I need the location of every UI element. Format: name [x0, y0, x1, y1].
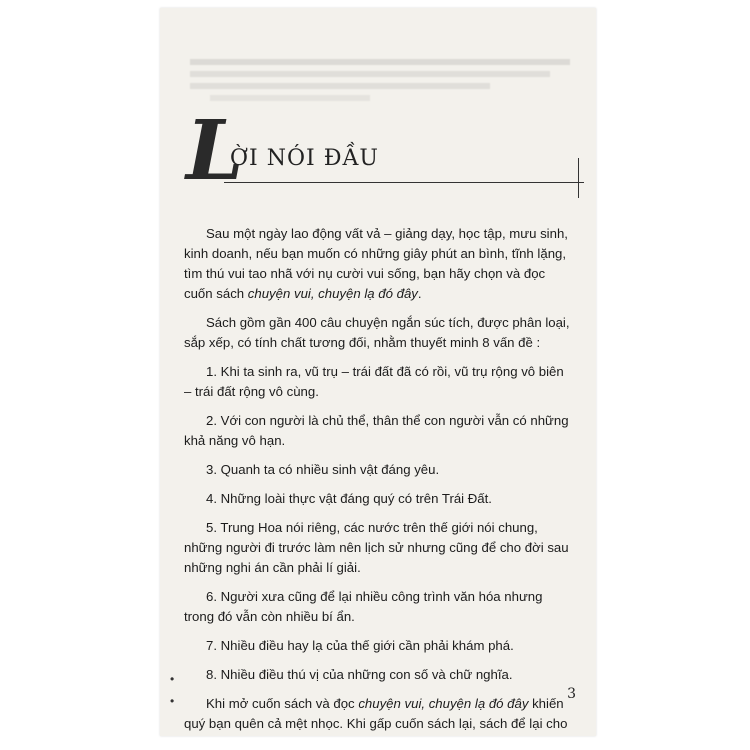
- list-item: 1. Khi ta sinh ra, vũ trụ – trái đất đã có rồi, vũ trụ rộng vô biên – trái đất rộng vô cùng.: [184, 364, 564, 399]
- show-through-text: [190, 38, 590, 101]
- list-item: 3. Quanh ta có nhiều sinh vật đáng yêu.: [206, 462, 440, 477]
- heading-rule-end: [578, 158, 579, 198]
- intro-paragraph-1: Sau một ngày lao động vất vả – giảng dạy, học tập, mưu sinh, kinh doanh, nếu bạn muốn có những giây phút an bình, tĩnh lặng, tìm thú vui tao nhã với nụ cười vui sống, bạn hãy chọn và đọc cuốn sách chuyện vui, chuyện lạ đó đây.: [184, 226, 568, 301]
- heading-title: ỜI NÓI ĐẦU: [230, 146, 379, 171]
- intro-paragraph-2: Sách gồm gần 400 câu chuyện ngắn súc tích, được phân loại, sắp xếp, có tính chất tương đối, nhằm thuyết minh 8 vấn đề :: [184, 315, 570, 350]
- margin-dots: • •: [170, 672, 175, 708]
- list-item: 8. Nhiều điều thú vị của những con số và chữ nghĩa.: [206, 667, 513, 682]
- list-item: 5. Trung Hoa nói riêng, các nước trên thế giới nói chung, những người đi trước làm nên lịch sử nhưng cũng để cho đời sau những nghi án cần phải lí giải.: [184, 520, 569, 575]
- heading-rule: [224, 182, 584, 183]
- list-item: 2. Với con người là chủ thể, thân thể con người vẫn có những khả năng vô hạn.: [184, 413, 569, 448]
- list-item: 7. Nhiều điều hay lạ của thế giới cần phải khám phá.: [206, 638, 514, 653]
- list-item: 4. Những loài thực vật đáng quý có trên Trái Đất.: [206, 491, 492, 506]
- list-item: 6. Người xưa cũng để lại nhiều công trình văn hóa nhưng trong đó vẫn còn nhiều bí ẩn.: [184, 589, 543, 624]
- closing-paragraph: Khi mở cuốn sách và đọc chuyện vui, chuyện lạ đó đây khiến quý bạn quên cả mệt nhọc. Khi gấp cuốn sách lại, sách để lại cho: [184, 696, 568, 731]
- heading-drop-letter: L: [186, 103, 244, 199]
- book-page: [160, 8, 596, 736]
- section-heading: [174, 103, 579, 199]
- body-text: [184, 224, 574, 736]
- page-number: 3: [567, 686, 576, 702]
